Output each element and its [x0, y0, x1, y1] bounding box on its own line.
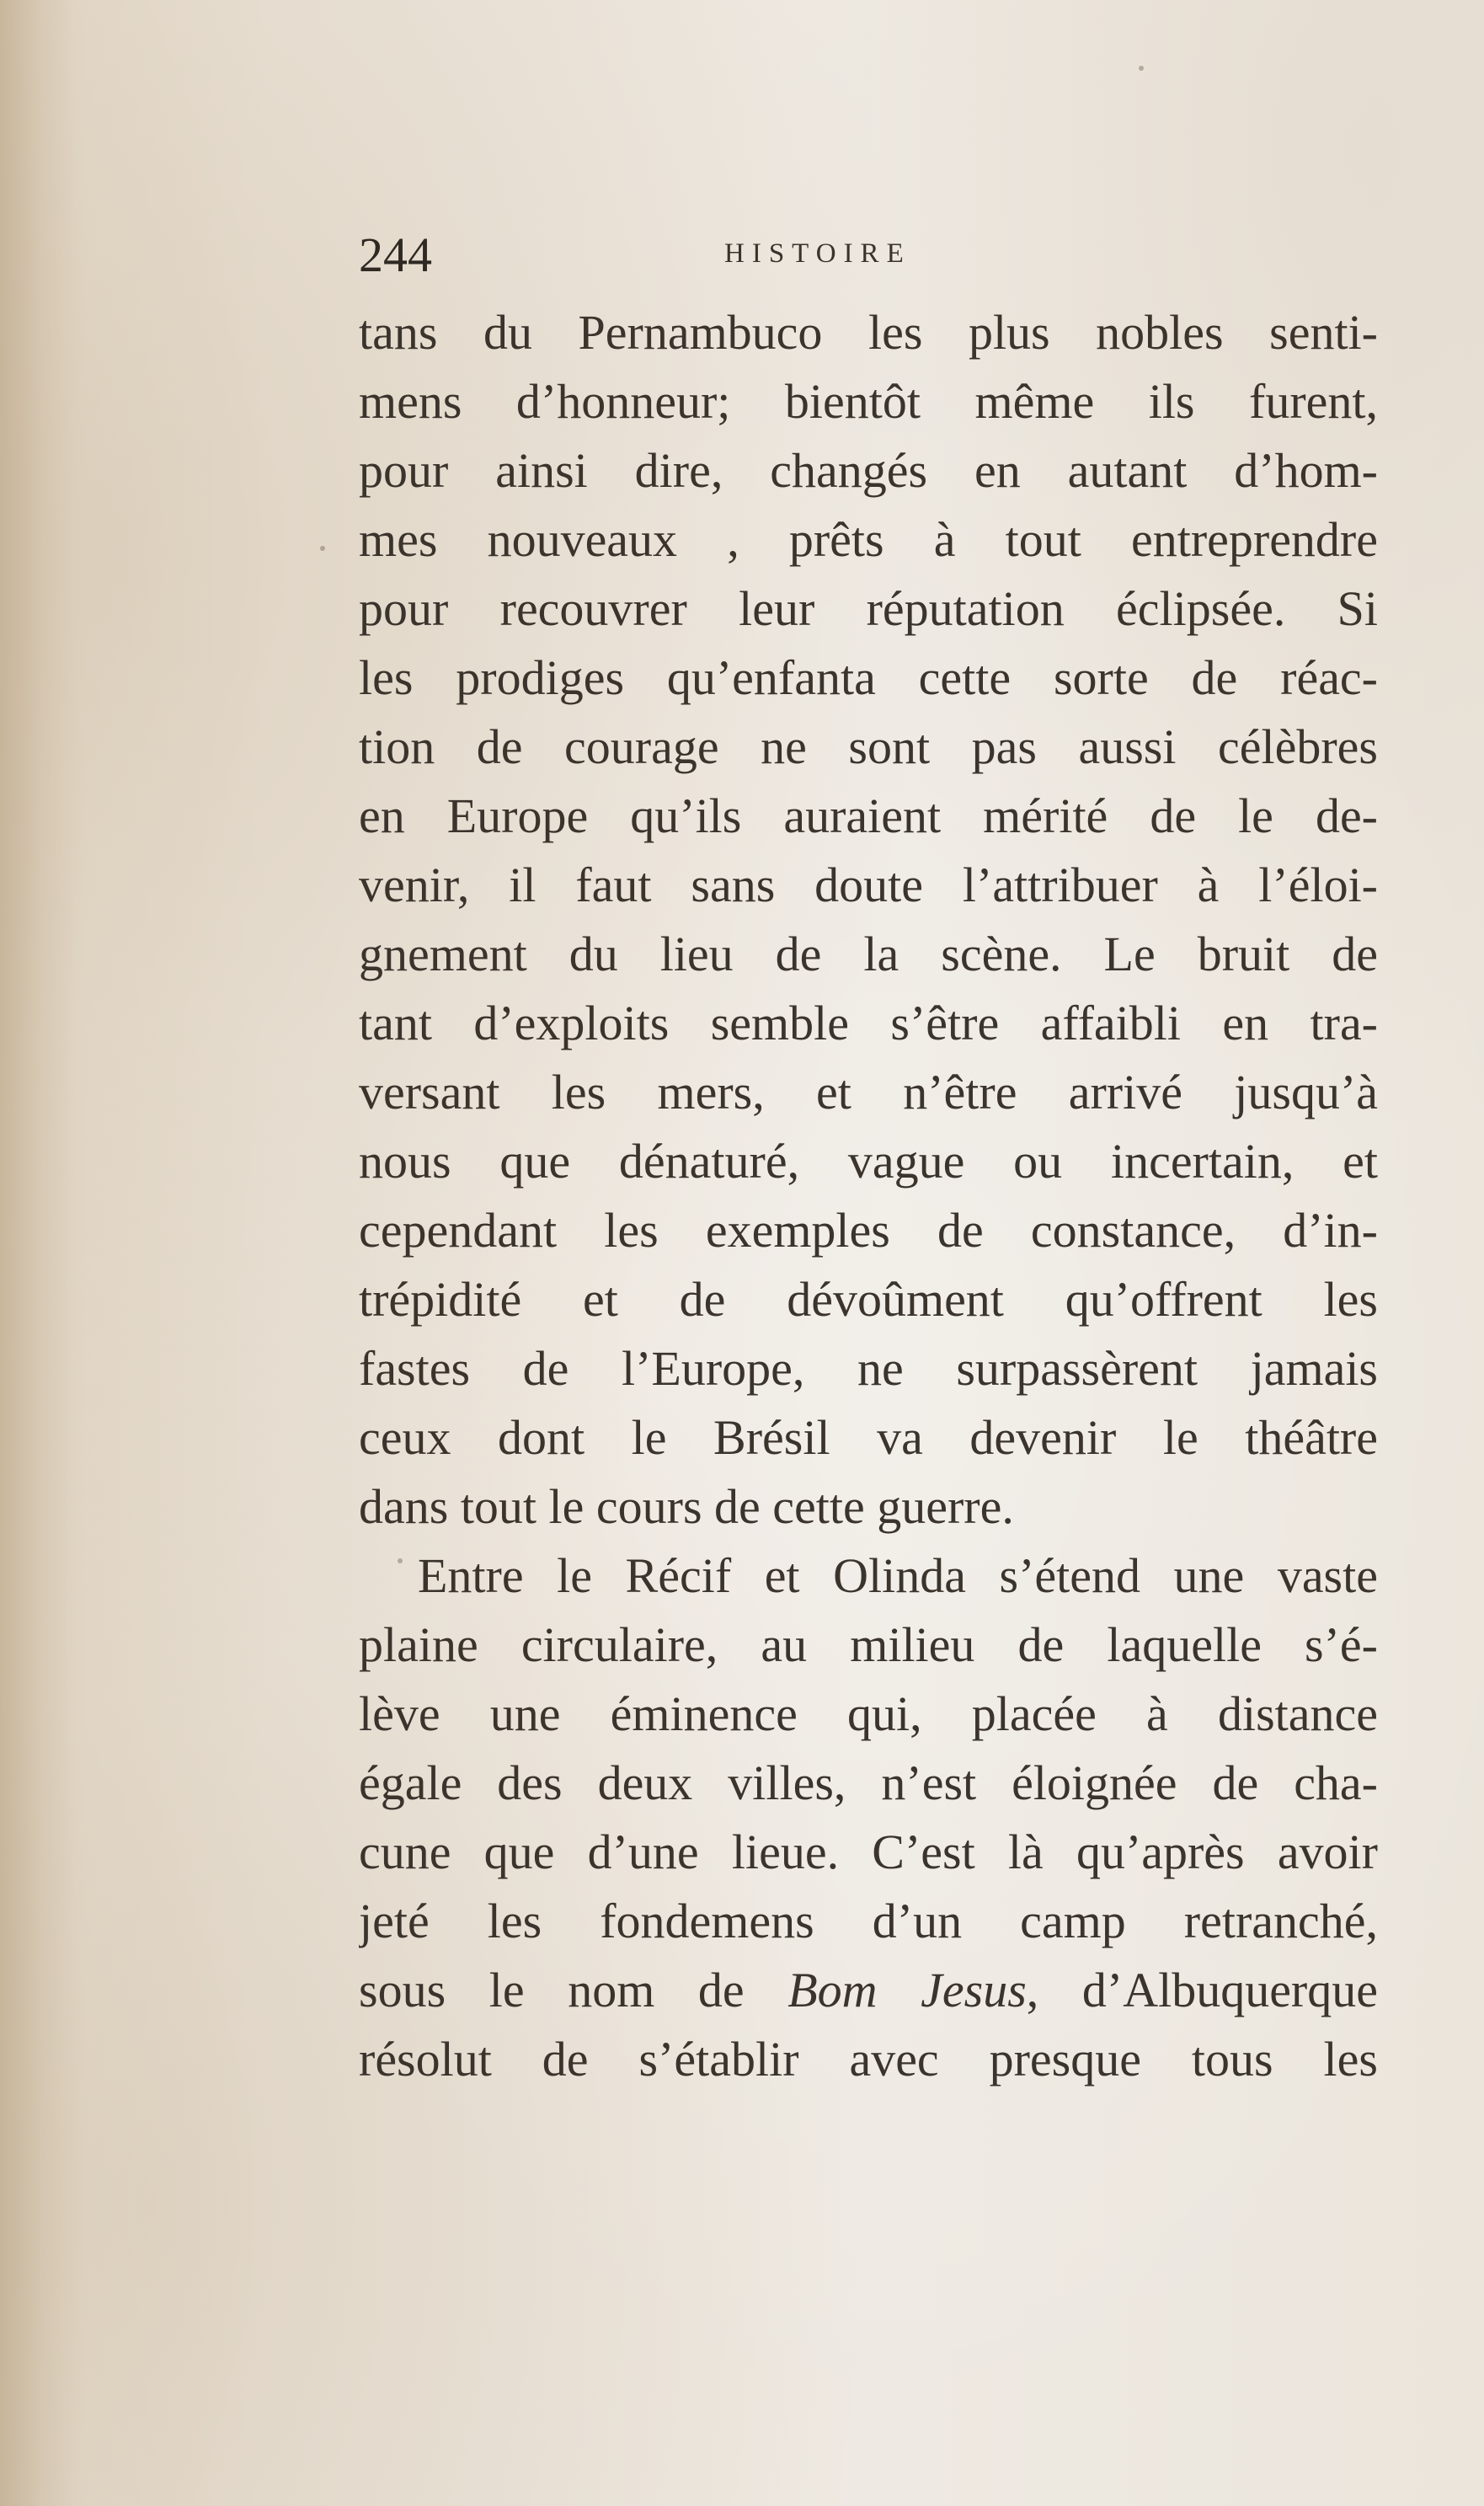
text-line: trépidité et de dévoûment qu’offrent les	[359, 1272, 1378, 1327]
text-line: pour recouvrer leur réputation éclipsée. Si	[359, 581, 1378, 636]
text-line: fastes de l’Europe, ne surpassèrent jamais	[359, 1341, 1378, 1396]
body-text	[359, 298, 1378, 2094]
paragraph-end-line: dans tout le cours de cette guerre.	[359, 1479, 1014, 1534]
text-line: tans du Pernambuco les plus nobles senti-	[359, 305, 1378, 360]
text-line: les prodiges qu’enfanta cette sorte de réac-	[359, 650, 1378, 705]
text-line: cependant les exemples de constance, d’in-	[359, 1203, 1378, 1258]
text-line: versant les mers, et n’être arrivé jusqu’à	[359, 1065, 1378, 1119]
text-line: tant d’exploits semble s’être affaibli en tra-	[359, 996, 1378, 1050]
running-title: HISTOIRE	[724, 238, 911, 269]
text-line: plaine circulaire, au milieu de laquelle s’é-	[359, 1617, 1378, 1672]
page-number: 244	[359, 227, 432, 282]
page-gutter-shadow	[0, 0, 76, 2506]
text-line: jeté les fondemens d’un camp retranché,	[359, 1894, 1378, 1948]
italic-place-name: Bom Jesus	[787, 1963, 1027, 2017]
text-fragment: sous le nom de	[359, 1963, 788, 2017]
paragraph-start-line: Entre le Récif et Olinda s’étend une vaste	[418, 1548, 1378, 1603]
text-line: venir, il faut sans doute l’attribuer à l’éloi-	[359, 858, 1378, 912]
text-line: en Europe qu’ils auraient mérité de le de-	[359, 788, 1378, 843]
running-head	[359, 226, 1378, 285]
text-line: mes nouveaux , prêts à tout entreprendre	[359, 512, 1378, 567]
text-line: pour ainsi dire, changés en autant d’hom-	[359, 443, 1378, 498]
text-fragment: , d’Albuquerque	[1026, 1963, 1378, 2017]
text-line: gnement du lieu de la scène. Le bruit de	[359, 927, 1378, 981]
text-line: résolut de s’établir avec presque tous les	[359, 2032, 1378, 2087]
text-line: nous que dénaturé, vague ou incertain, et	[359, 1134, 1378, 1189]
text-line: égale des deux villes, n’est éloignée de cha-	[359, 1755, 1378, 1810]
text-line: cune que d’une lieue. C’est là qu’après avoir	[359, 1825, 1378, 1879]
paper-spot	[1139, 66, 1144, 71]
paper-spot	[320, 546, 325, 551]
text-line: mens d’honneur; bientôt même ils furent,	[359, 374, 1378, 429]
text-line: ceux dont le Brésil va devenir le théâtre	[359, 1410, 1378, 1465]
text-line-with-italic	[359, 1956, 1378, 2025]
text-line: lève une éminence qui, placée à distance	[359, 1686, 1378, 1741]
text-line: tion de courage ne sont pas aussi célèbres	[359, 719, 1378, 774]
